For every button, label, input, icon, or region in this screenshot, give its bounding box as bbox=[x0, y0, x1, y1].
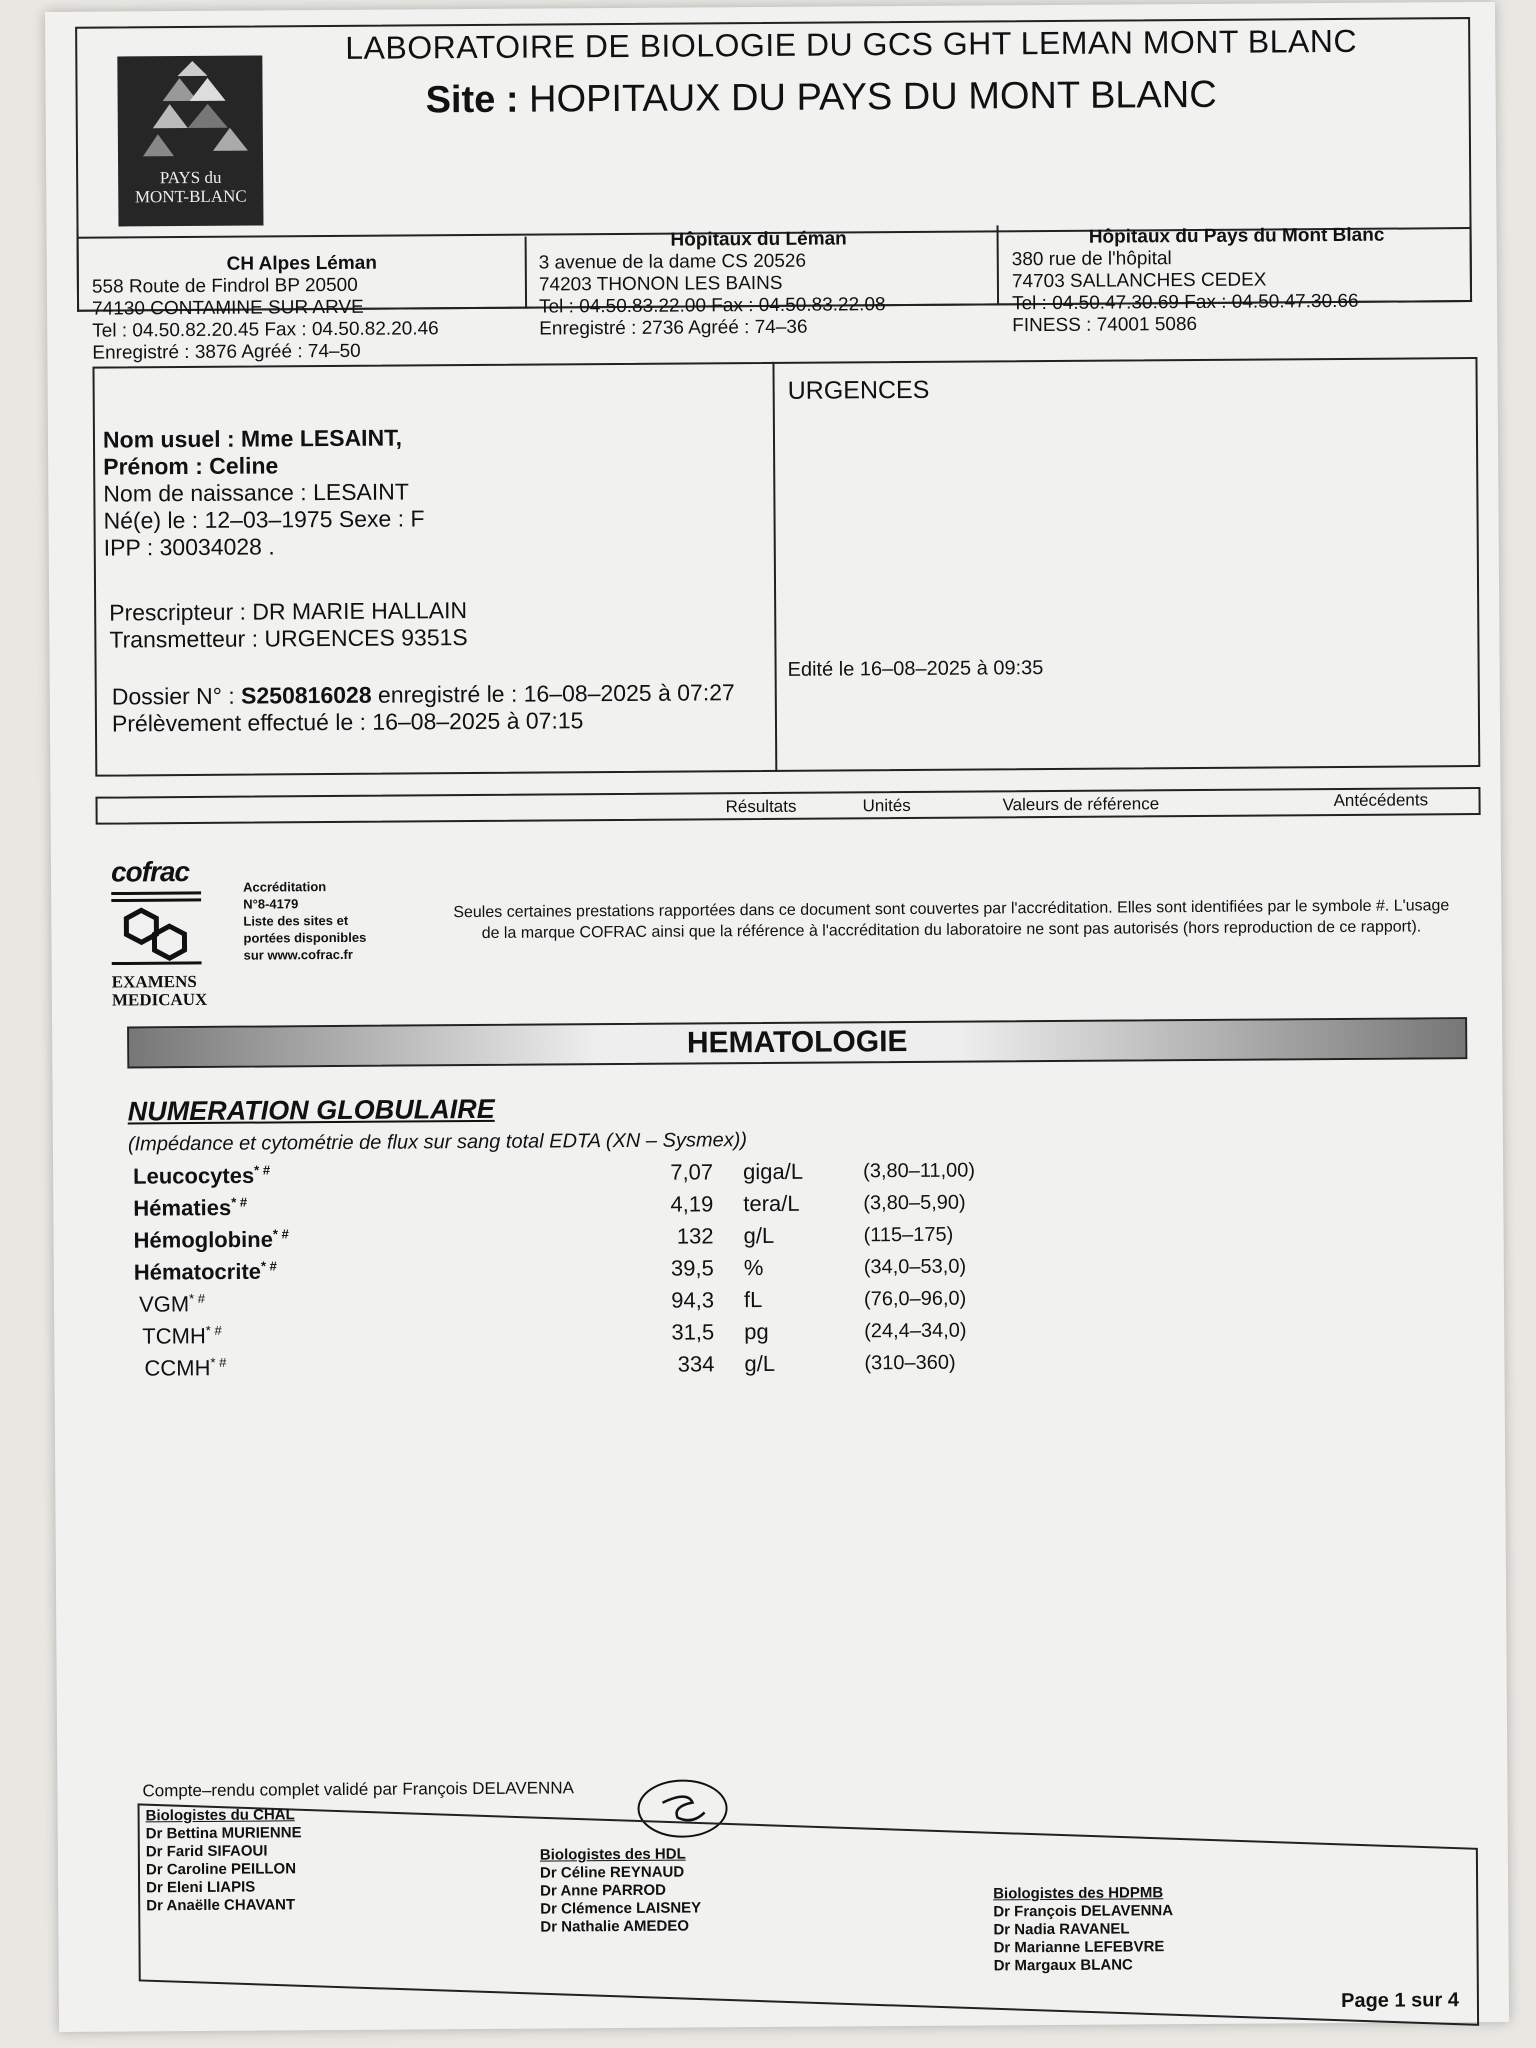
biologists-hdl bbox=[540, 1845, 702, 1936]
site-hdl-line2: 74203 THONON LES BAINS bbox=[538, 272, 783, 296]
biologist-name: Dr Bettina MURIENNE bbox=[145, 1824, 302, 1843]
result-name bbox=[134, 1258, 277, 1285]
biologists-hdpmb bbox=[993, 1884, 1173, 1975]
accreditation-disclaimer: Seules certaines prestations rapportées dans ce document sont couvertes par l'accréditation. Elles sont identifiées par le symbole #. L'usage de la marque COFRAC ainsi que la référence à l'accréditation du laboratoire ne sont pas autorisés (hors reproduction de ce rapport). bbox=[453, 897, 1450, 942]
result-unit: fL bbox=[743, 1287, 763, 1313]
result-mark: * # bbox=[260, 1258, 277, 1274]
result-name bbox=[139, 1291, 205, 1318]
site-chal-line1: 558 Route de Findrol BP 20500 bbox=[91, 274, 358, 298]
page-number: Page 1 sur 4 bbox=[1340, 1989, 1459, 2012]
result-value: 132 bbox=[676, 1223, 714, 1249]
site-hdl-name: Hôpitaux du Léman bbox=[670, 228, 847, 251]
result-value: 334 bbox=[677, 1351, 715, 1377]
result-name bbox=[142, 1323, 222, 1350]
accr-line1: Accréditation bbox=[243, 879, 327, 895]
result-name-text: Hématocrite bbox=[133, 1258, 262, 1285]
site-hdpmb bbox=[1012, 224, 1463, 337]
result-name bbox=[133, 1226, 288, 1253]
result-reference: (115–175) bbox=[863, 1223, 954, 1247]
dossier-enregistre: enregistré le : 16–08–2025 à 07:27 bbox=[377, 679, 735, 708]
col-unites: Unités bbox=[862, 795, 911, 816]
date-naissance: Né(e) le : 12–03–1975 Sexe : F bbox=[103, 505, 425, 534]
result-unit: g/L bbox=[744, 1350, 776, 1377]
site-hdl-line3: Tel : 04.50.83.22.00 Fax : 04.50.83.22.08 bbox=[538, 294, 886, 318]
col-reference: Valeurs de référence bbox=[1002, 794, 1160, 815]
biologists-chal bbox=[146, 1806, 303, 1915]
dossier-label: Dossier N° : bbox=[111, 682, 235, 710]
patient-identity bbox=[103, 422, 764, 562]
site-hdpmb-line1: 380 rue de l'hôpital bbox=[1011, 248, 1172, 271]
accr-line2: N°8-4179 bbox=[243, 896, 299, 912]
result-row-ccmh bbox=[144, 1348, 1144, 1387]
cofrac-hexagon-icon bbox=[111, 888, 202, 969]
result-unit: % bbox=[743, 1255, 764, 1281]
group-title: Biologistes des HDPMB bbox=[993, 1884, 1164, 1903]
biologist-name: Dr Caroline PEILLON bbox=[145, 1860, 297, 1879]
result-name bbox=[144, 1355, 226, 1382]
result-mark: * # bbox=[210, 1354, 227, 1370]
prenom-text: Prénom : Celine bbox=[103, 452, 279, 480]
site-label: Site : bbox=[425, 78, 519, 122]
site-hdl-line1: 3 avenue de la dame CS 20526 bbox=[538, 250, 807, 274]
cofrac-logo bbox=[111, 856, 212, 1010]
logo-text-line1: PAYS du bbox=[159, 167, 222, 188]
result-value: 39,5 bbox=[670, 1255, 714, 1281]
biologist-name: Dr Marianne LEFEBVRE bbox=[993, 1938, 1165, 1957]
site-title bbox=[425, 74, 1216, 123]
site-chal-line4: Enregistré : 3876 Agréé : 74–50 bbox=[92, 340, 361, 364]
site-chal-line2: 74130 CONTAMINE SUR ARVE bbox=[92, 296, 364, 320]
result-unit: tera/L bbox=[743, 1190, 800, 1217]
group-title: Biologistes du CHAL bbox=[145, 1806, 295, 1825]
result-value: 94,3 bbox=[671, 1287, 715, 1313]
dossier-info bbox=[112, 679, 772, 738]
ipp: IPP : 30034028 . bbox=[103, 533, 275, 561]
result-name-text: CCMH bbox=[144, 1355, 211, 1381]
site-hdpmb-line3: Tel : 04.50.47.30.69 Fax : 04.50.47.30.66 bbox=[1011, 290, 1359, 315]
result-unit: g/L bbox=[743, 1222, 775, 1249]
hospital-logo bbox=[117, 55, 263, 226]
edition-date: Edité le 16–08–2025 à 09:35 bbox=[787, 657, 1044, 681]
result-name-text: Hématies bbox=[133, 1195, 232, 1221]
accr-line5: sur www.cofrac.fr bbox=[243, 946, 353, 963]
biologists-box bbox=[138, 1803, 1480, 2025]
prescripteur: Prescripteur : DR MARIE HALLAIN bbox=[109, 597, 468, 626]
result-mark: * # bbox=[254, 1162, 271, 1178]
result-reference: (24,4–34,0) bbox=[864, 1319, 967, 1343]
biologist-name: Dr Margaux BLANC bbox=[993, 1956, 1133, 1975]
site-chal-line3: Tel : 04.50.82.20.45 Fax : 04.50.82.20.46 bbox=[92, 318, 439, 342]
biologist-name: Dr François DELAVENNA bbox=[993, 1902, 1174, 1921]
transmetteur: Transmetteur : URGENCES 9351S bbox=[109, 624, 468, 653]
biologist-name: Dr Anaëlle CHAVANT bbox=[146, 1896, 296, 1915]
logo-text-line2: MONT-BLANC bbox=[134, 186, 247, 207]
col-antecedents: Antécédents bbox=[1333, 790, 1429, 811]
cofrac-under-1: EXAMENS bbox=[111, 971, 197, 992]
result-name-text: TCMH bbox=[142, 1323, 206, 1349]
dossier-number: S250816028 bbox=[241, 681, 372, 709]
result-value: 4,19 bbox=[670, 1191, 714, 1217]
biologist-name: Dr Céline REYNAUD bbox=[539, 1863, 685, 1882]
nom-usuel-text: Nom usuel : Mme LESAINT, bbox=[102, 424, 403, 453]
method-description: (Impédance et cytométrie de flux sur sang total EDTA (XN – Sysmex)) bbox=[127, 1129, 748, 1156]
cofrac-under-2: MEDICAUX bbox=[111, 989, 208, 1010]
result-reference: (3,80–5,90) bbox=[863, 1191, 966, 1215]
result-name-text: Leucocytes bbox=[133, 1162, 255, 1189]
nom-naissance: Nom de naissance : LESAINT bbox=[103, 478, 409, 507]
validation-statement: Compte–rendu complet validé par François DELAVENNA bbox=[142, 1778, 574, 1801]
result-name-text: VGM bbox=[138, 1291, 190, 1317]
dossier-line bbox=[112, 679, 772, 711]
result-name bbox=[133, 1195, 247, 1222]
result-unit: giga/L bbox=[743, 1158, 804, 1185]
col-resultats: Résultats bbox=[725, 796, 797, 817]
result-unit: pg bbox=[744, 1318, 769, 1345]
cofrac-brand: cofrac bbox=[110, 856, 190, 888]
subsection-numeration: NUMERATION GLOBULAIRE bbox=[127, 1093, 495, 1127]
prelevement-date: Prélèvement effectué le : 16–08–2025 à 07:15 bbox=[111, 707, 584, 737]
result-mark: * # bbox=[231, 1194, 248, 1210]
site-hdl bbox=[539, 227, 980, 340]
site-chal bbox=[92, 252, 513, 365]
biologist-name: Dr Farid SIFAOUI bbox=[145, 1842, 268, 1861]
result-name bbox=[133, 1162, 270, 1189]
result-reference: (34,0–53,0) bbox=[863, 1255, 967, 1279]
mountain-logo-icon bbox=[117, 55, 263, 166]
site-hdpmb-name: Hôpitaux du Pays du Mont Blanc bbox=[1088, 224, 1385, 248]
site-hdl-line4: Enregistré : 2736 Agréé : 74–36 bbox=[539, 316, 808, 340]
group-title: Biologistes des HDL bbox=[539, 1845, 686, 1864]
site-chal-name: CH Alpes Léman bbox=[226, 252, 377, 275]
result-name-text: Hémoglobine bbox=[133, 1226, 274, 1253]
biologist-name: Dr Anne PARROD bbox=[540, 1881, 667, 1900]
biologist-name: Dr Clémence LAISNEY bbox=[540, 1899, 702, 1918]
result-mark: * # bbox=[189, 1290, 206, 1307]
prescription-info bbox=[109, 595, 769, 654]
biologist-name: Dr Nadia RAVANEL bbox=[993, 1920, 1130, 1939]
section-hematologie: HEMATOLOGIE bbox=[127, 1017, 1467, 1068]
accr-line4: portées disponibles bbox=[243, 929, 367, 946]
site-hdpmb-line2: 74703 SALLANCHES CEDEX bbox=[1011, 269, 1267, 293]
result-reference: (76,0–96,0) bbox=[863, 1287, 967, 1311]
result-reference: (310–360) bbox=[864, 1351, 956, 1375]
site-name: HOPITAUX DU PAYS DU MONT BLANC bbox=[528, 73, 1217, 121]
biologist-name: Dr Eleni LIAPIS bbox=[146, 1878, 256, 1897]
result-reference: (3,80–11,00) bbox=[863, 1159, 976, 1183]
lab-title: LABORATOIRE DE BIOLOGIE DU GCS GHT LEMAN MONT BLANC bbox=[345, 22, 1358, 66]
biologist-name: Dr Nathalie AMEDEO bbox=[540, 1917, 690, 1936]
result-mark: * # bbox=[272, 1226, 289, 1242]
lab-report-page bbox=[45, 2, 1509, 2032]
destination-service: URGENCES bbox=[787, 375, 930, 405]
cofrac-accreditation bbox=[243, 878, 366, 964]
site-hdpmb-line4: FINESS : 74001 5086 bbox=[1012, 313, 1198, 337]
accr-line3: Liste des sites et bbox=[243, 912, 349, 929]
result-value: 7,07 bbox=[670, 1159, 714, 1185]
result-value: 31,5 bbox=[671, 1319, 715, 1345]
result-mark: * # bbox=[205, 1322, 222, 1338]
